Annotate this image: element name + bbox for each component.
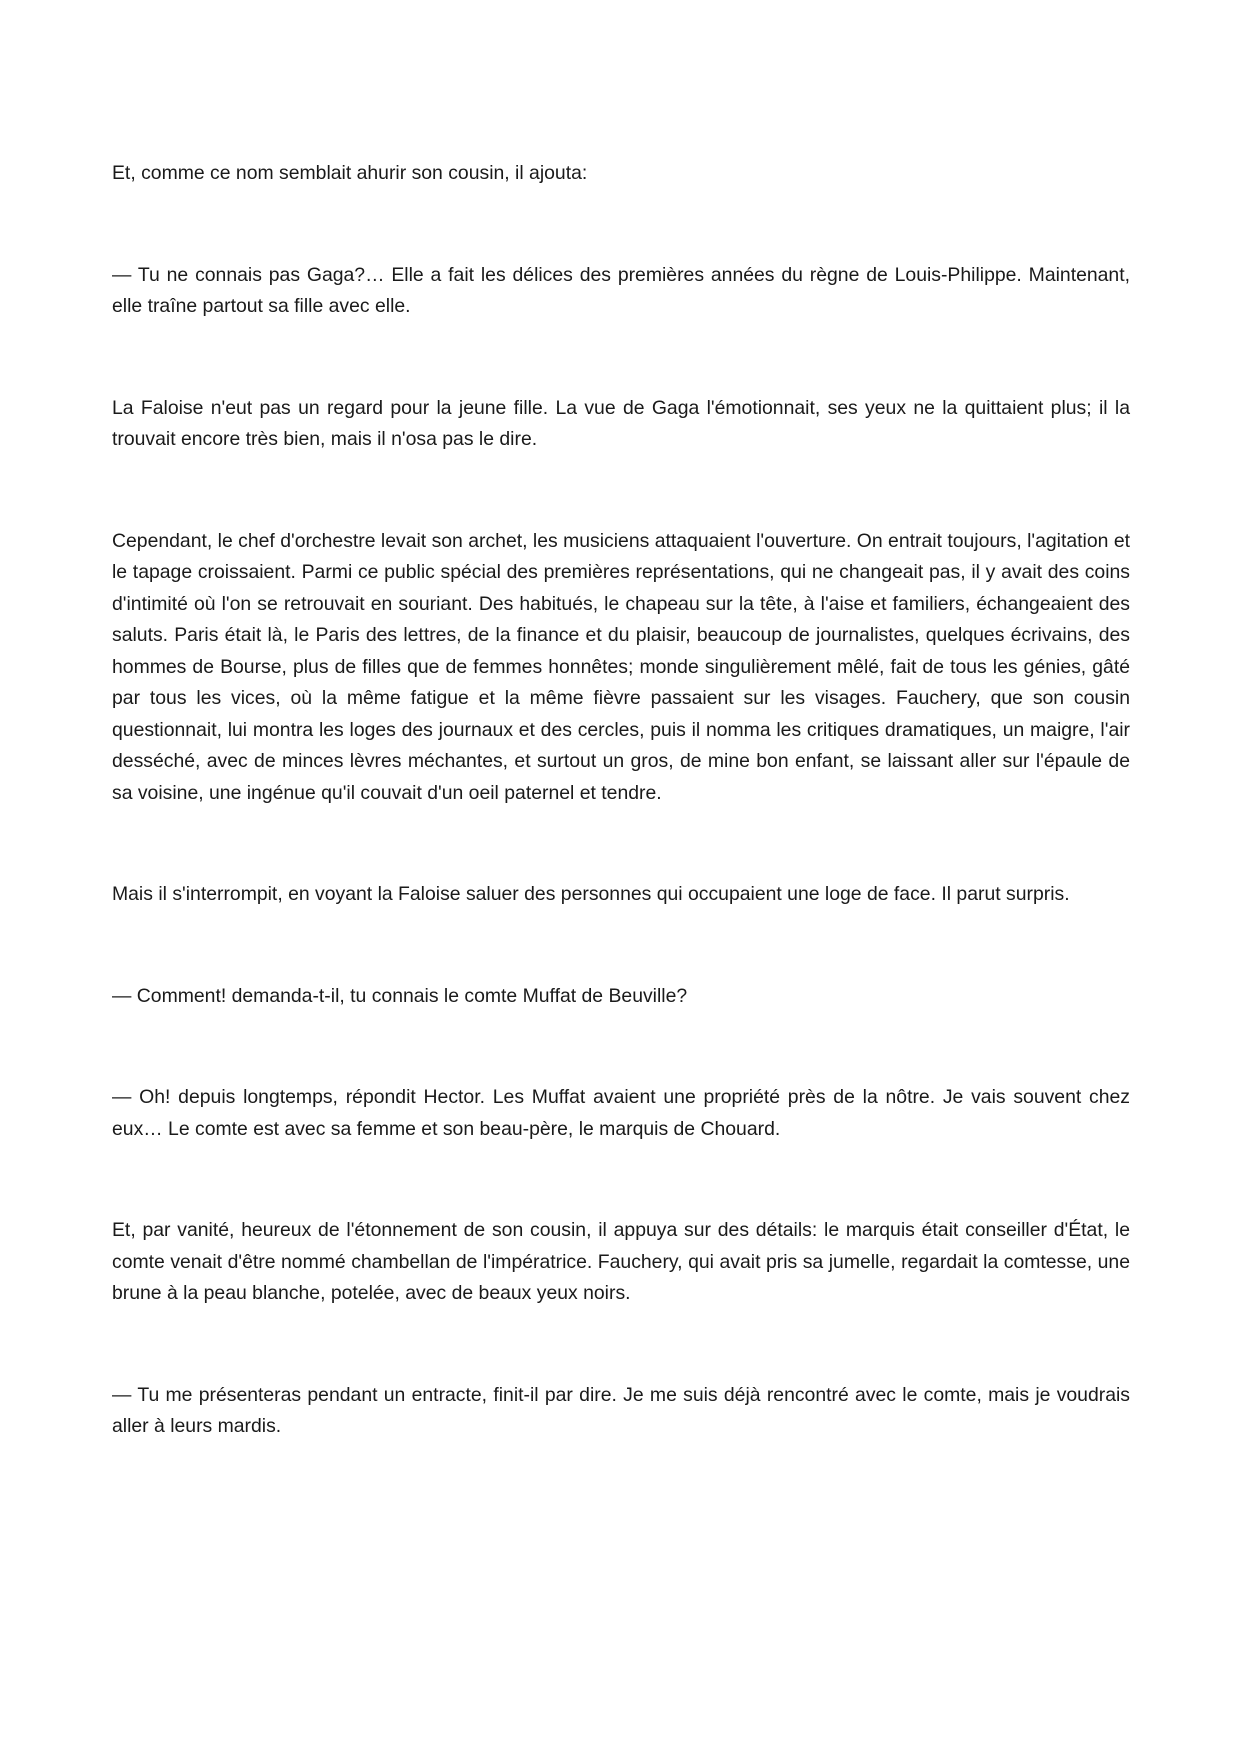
paragraph-6: — Comment! demanda-t-il, tu connais le comte Muffat de Beuville?	[112, 984, 688, 1007]
paragraph-7: — Oh! depuis longtemps, répondit Hector. Les Muffat avaient une propriété près de la nôtre. Je vais souvent chez eux… Le comte est avec sa femme et son beau-père, le marquis de Chouard.	[112, 1086, 1130, 1140]
document-page	[112, 158, 1130, 1443]
paragraph-2: — Tu ne connais pas Gaga?… Elle a fait les délices des premières années du règne de Louis-Philippe. Maintenant, elle traîne partout sa fille avec elle.	[112, 263, 1130, 317]
paragraph-8: Et, par vanité, heureux de l'étonnement de son cousin, il appuya sur des détails: le marquis était conseiller d'État, le comte venait d'être nommé chambellan de l'impératrice. Fauchery, qui avait pris sa jumelle, regardait la comtesse, une brune à la peau blanche, potelée, avec de beaux yeux noirs.	[112, 1219, 1130, 1304]
paragraph-3: La Faloise n'eut pas un regard pour la jeune fille. La vue de Gaga l'émotionnait, ses yeux ne la quittaient plus; il la trouvait encore très bien, mais il n'osa pas le dire.	[112, 396, 1130, 450]
paragraph-5: Mais il s'interrompit, en voyant la Faloise saluer des personnes qui occupaient une loge de face. Il parut surpris.	[112, 883, 1070, 905]
paragraph-4: Cependant, le chef d'orchestre levait son archet, les musiciens attaquaient l'ouverture. On entrait toujours, l'agitation et le tapage croissaient. Parmi ce public spécial des premières représentations, qui ne changeait pas, il y avait des coins d'intimité où l'on se retrouvait en souriant. Des habitués, le chapeau sur la tête, à l'aise et familiers, échangeaient des saluts. Paris était là, le Paris des lettres, de la finance et du plaisir, beaucoup de journalistes, quelques écrivains, des hommes de Bourse, plus de filles que de femmes honnêtes; monde singulièrement mêlé, fait de tous les génies, gâté par tous les vices, où la même fatigue et la même fièvre passaient sur les visages. Fauchery, que son cousin questionnait, lui montra les loges des journaux et des cercles, puis il nomma les critiques dramatiques, un maigre, l'air desséché, avec de minces lèvres méchantes, et surtout un gros, de mine bon enfant, se laissant aller sur l'épaule de sa voisine, une ingénue qu'il couvait d'un oeil paternel et tendre.	[112, 529, 1130, 804]
paragraph-9: — Tu me présenteras pendant un entracte, finit-il par dire. Je me suis déjà rencontré avec le comte, mais je voudrais aller à leurs mardis.	[112, 1383, 1130, 1437]
paragraph-1: Et, comme ce nom semblait ahurir son cousin, il ajouta:	[112, 162, 588, 184]
